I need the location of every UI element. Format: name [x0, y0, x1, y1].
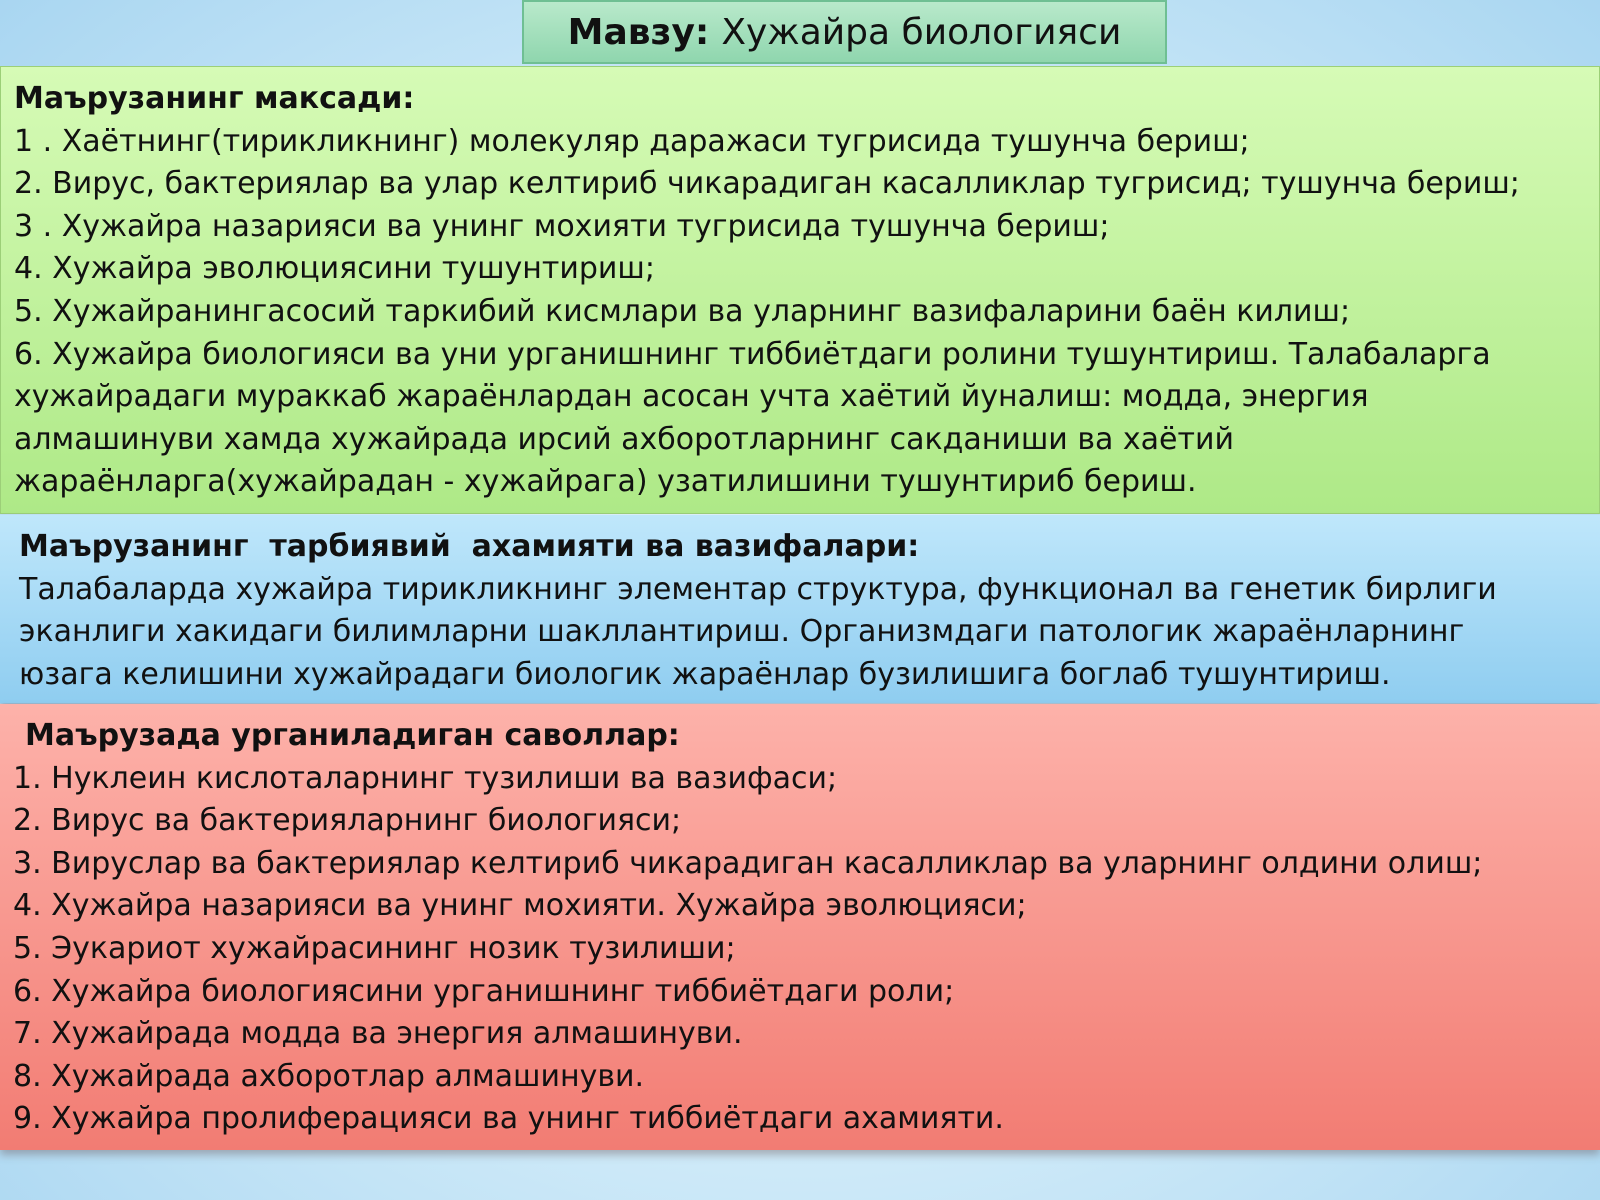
questions-line-6: 6. Хужайра биологиясини урганишнинг тиббиётдаги роли; — [13, 973, 955, 1009]
questions-line-1: 1. Нуклеин кислоталарнинг тузилиши ва вазифаси; — [13, 760, 838, 796]
goals-line-8: алмашинуви хамда хужайрада ирсий ахборотларнинг сакданиши ва хаётий — [14, 421, 1234, 457]
questions-line-8: 8. Хужайрада ахборотлар алмашинуви. — [13, 1058, 645, 1094]
questions-line-7: 7. Хужайрада модда ва энергия алмашинуви. — [13, 1016, 743, 1052]
questions-heading: Маърузада урганиладиган саволлар: — [25, 718, 680, 753]
goals-panel — [0, 66, 1600, 514]
questions-line-5: 5. Эукариот хужайрасининг нозик тузилиши; — [13, 930, 736, 966]
goals-line-7: хужайрадаги мураккаб жараёнлардан асосан учта хаётий йуналиш: модда, энергия — [14, 379, 1369, 415]
title-text: Хужайра биологияси — [721, 11, 1122, 53]
goals-line-9: жараёнларга(хужайрадан - хужайрага) узатилишини тушунтириб бериш. — [14, 464, 1197, 500]
education-line-3: юзага келишини хужайрадаги биологик жараёнлар бузилишига боглаб тушунтириш. — [19, 656, 1391, 692]
education-panel — [0, 515, 1600, 703]
goals-line-3: 3 . Хужайра назарияси ва унинг мохияти тугрисида тушунча бериш; — [14, 208, 1110, 244]
education-line-2: эканлиги хакидаги билимларни шакллантириш. Организмдаги патологик жараёнларнинг — [19, 614, 1465, 650]
questions-panel — [0, 704, 1600, 1150]
questions-line-2: 2. Вирус ва бактерияларнинг биологияси; — [13, 803, 682, 839]
goals-heading: Маърузанинг максади: — [14, 81, 415, 116]
education-line-1: Талабаларда хужайра тирикликнинг элементар структура, функционал ва генетик бирлиги — [19, 571, 1497, 607]
goals-line-6: 6. Хужайра биологияси ва уни урганишнинг тиббиётдаги ролини тушунтириш. Талабаларга — [14, 336, 1491, 372]
goals-line-4: 4. Хужайра эволюциясини тушунтириш; — [14, 251, 655, 287]
slide-title — [522, 0, 1167, 64]
education-heading: Маърузанинг тарбиявий ахамияти ва вазифалари: — [19, 529, 920, 564]
questions-line-3: 3. Вируслар ва бактериялар келтириб чикарадиган касалликлар ва уларнинг олдини олиш; — [13, 845, 1483, 881]
title-label: Мавзу: — [567, 11, 710, 53]
questions-line-9: 9. Хужайра пролиферацияси ва унинг тиббиётдаги ахамияти. — [13, 1101, 1004, 1137]
questions-line-4: 4. Хужайра назарияси ва унинг мохияти. Хужайра эволюцияси; — [13, 888, 1027, 924]
goals-line-2: 2. Вирус, бактериялар ва улар келтириб чикарадиган касалликлар тугрисид; тушунча бериш; — [14, 166, 1520, 202]
goals-line-1: 1 . Хаётнинг(тирикликнинг) молекуляр даражаси тугрисида тушунча бериш; — [14, 123, 1250, 159]
goals-line-5: 5. Хужайранингасосий таркибий кисмлари ва уларнинг вазифаларини баён килиш; — [14, 293, 1351, 329]
